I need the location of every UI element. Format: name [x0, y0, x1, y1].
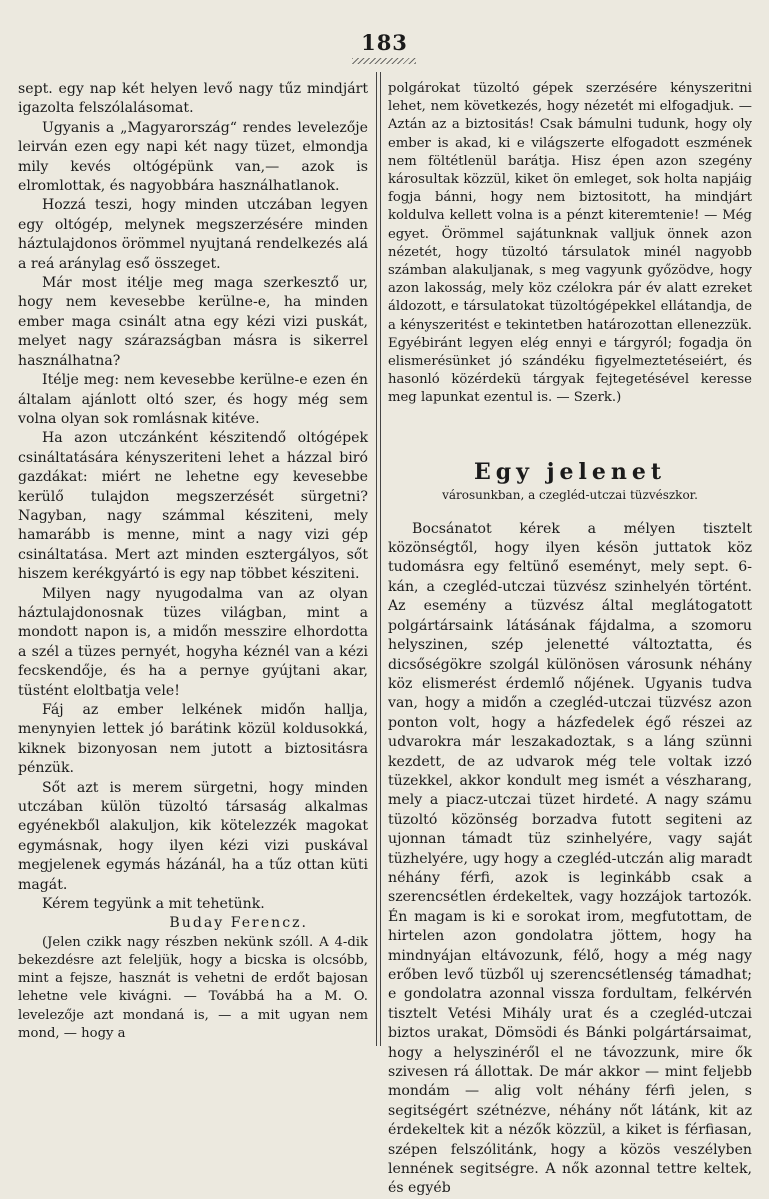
- column-divider: [376, 72, 381, 1046]
- paragraph: sept. egy nap két helyen levő nagy tűz mindjárt igazolta felszólalásomat.: [18, 81, 368, 117]
- paragraph: Fáj az ember lelkének midőn hallja, menynyien lettek jó barátink közül koldusokká, kiknek bizonyosan nem jutott a biztositásra pénzük.: [18, 702, 368, 777]
- paragraph: Bocsánatot kérek a mélyen tisztelt közönségtől, hogy ilyen késön juttatok köz tudomásra egy feltünő eseményt, mely sept. 6-kán, a czegléd-utczai tüzvész szinhelyén történt. Az esemény a tüzvész által meglátogatott polgártársaink látásának fájdalma, a szomoru helyszinen, szép jelenetté változtatta, és dicsőségökre szolgál különösen városunk néhány köz elismerést érdemlő nőjének. Ugyanis tudva van, hogy a midőn a czegléd-utczai tüzvész azon ponton volt, hogy a házfedelek égő részei az udvarokra már leszakadoztak, s a láng szünni kezdett, de az udvarok még tele voltak izzó tüzekkel, akkor kondult meg ismét a vészharang, mely a piacz-utczai tüzet hirdeté. A nagy számu tüzoltó közönség borzadva futott segiteni az ujonnan támadt tüz szinhelyére, vagy saját tüzhelyére, ugy hogy a czegléd-utczán alig maradt néhány férfi, azok is leginkább csak a szerencsétlen érdekeltek, vagy hozzájok tartozók. Én magam is ki e sorokat irom, megfutottam, de hirtelen azon gondolatra jöttem, hogy ha mindnyájan eltávozunk, félő, hogy a még nagy erőben levő tüzből uj szerencsétlenség támadhat; e gondolatra azonnal vissza fordultam, felkérvén tisztelt Vetési Mihály urat és a czegléd-utczai biztos urakat, Dömsödi és Bánki polgártársaimat, hogy a helyszinéről el ne távozzunk, mire ők szivesen rá állottak. De már akkor — mint feljebb mondám — alig volt néhány férfi jelen, s segitségért szétnézve, néhány nőt látánk, kit az érdekeltek kit a nézők közzül, a kiket is férfiasan, szépen felszólitánk, hogy a közös veszélyben lennének segitségre. A nők azonnal tettre keltek, és egyéb: [388, 520, 752, 1197]
- page-number: 183: [361, 30, 408, 55]
- paragraph: Ugyanis a „Magyarország“ rendes levelezője leirván ezen egy napi két nagy tüzet, elmondja mily kevés oltógépünk van,— azok is elromlottak, és nagyobbára használhatlanok.: [18, 119, 368, 195]
- paragraph: Már most itélje meg maga szerkesztő ur, hogy nem kevesebbe kerülne-e, ha minden ember maga csinált atna egy kézi vizi puskát, melyet nagy szárazságban másra is sikerrel használhatna?: [18, 275, 368, 369]
- page-number-ornament: [352, 58, 416, 64]
- paragraph: Sőt azt is merem sürgetni, hogy minden utczában külön tüzoltó társaság alkalmas egyénekből alakuljon, kik kötelezzék magokat egymásnak, hogy ilyen kézi vizi puskával megjelenek egymás házánál, ha a tűz ottan küti magát.: [18, 779, 368, 893]
- paragraph: Kérem tegyünk a mit tehetünk.: [42, 896, 265, 913]
- paragraph: Milyen nagy nyugodalma van az olyan háztulajdonosnak tüzes világban, mint a mondott napon is, a midőn messzire elhordotta a szél a tüzes pernyét, hogyha kéznél van a kézi fecskendője, és ha a pernye gyújtani akar, tüstént eloltbatja vele!: [18, 585, 368, 699]
- paragraph: Hozzá teszi, hogy minden utczában legyen egy oltógép, melynek megszerzésére minden háztulajdonos örömmel nyujtaná rendelkezés alá a reá aránylag eső összeget.: [18, 197, 368, 272]
- paragraph: Ha azon utczánként készitendő oltógépek csináltatására kényszeriteni lehet a házzal biró gazdákat: miért ne lehetne egy kevesebbe kerülő tulajdon megszerzését sürgetni? Nagyban, nagy számmal késziteni, mely hamarább is menne, mint a nagy vizi gép csináltatása. Mert azt minden esztergályos, sőt hiszem kerékgyártó is egy nap többet késziteni.: [18, 430, 368, 583]
- article-subtitle: városunkban, a czegléd-utczai tüzvészkor.: [442, 487, 698, 502]
- left-column: [18, 80, 368, 1046]
- right-column: [388, 80, 752, 1197]
- author-signature: Buday Ferencz.: [169, 915, 308, 932]
- editor-note-continued: polgárokat tüzoltó gépek szerzésére kényszeritni lehet, nem következés, hogy nézetét mi elfogadjuk. — Aztán az a biztositás! Csak bámulni tudunk, hogy oly ember is akad, ki e világszerte elfogadott eszmének nem föltétlenül barátja. Hisz épen azon szegény károsultak közzül, kiket ön emleget, sok holta napjáig fogja bánni, hogy nem biztositott, ha mindjárt koldulva kellett volna is a pénzt kiteremtenie! — Még egyet. Örömmel sajátunknak valljuk önnek azon nézetét, hogy tüzoltó társulatok minél nagyobb számban alakuljanak, s meg vagyunk győzödve, hogy azon lakosság, mely köz czélokra pár év alatt ezreket áldozott, e társulatokat tüzoltógépekkel ellátandja, de a kényszeritést e tekintetben határozottan ellenezzük. Egyébiránt legyen elég ennyi e tárgyról; fogadja ön elismerésünket jó szándéku figyelmeztetéseiért, és hasonló közérdekü tárgyak fejtegetésével keresse meg lapunkat ezentul is. — Szerk.): [388, 81, 752, 406]
- article-title: Egy jelenet: [473, 458, 667, 485]
- editor-note: (Jelen czikk nagy részben nekünk szóll. A 4-dik bekezdésre azt feleljük, hogy a bicska is olcsóbb, mint a fejsze, hasznát is vehetni de erdőt bajosan lehetne vele kivágni. — Továbbá ha a M. O. levelezője azt mondaná is, — a mit ugyan nem mond, — hogy a: [18, 934, 368, 1041]
- paragraph: Itélje meg: nem kevesebbe kerülne-e ezen én általam ajánlott oltó szer, és hogy még sem volna olyan sok romlásnak kitéve.: [18, 372, 368, 427]
